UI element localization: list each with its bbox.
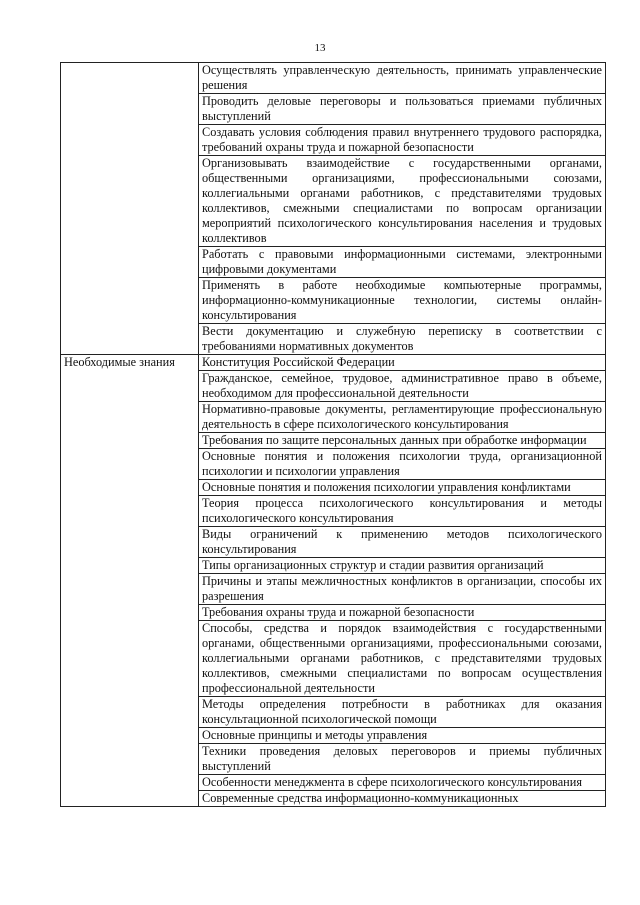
knowledge-item: Гражданское, семейное, трудовое, административное право в объеме, необходимом для профессиональной деятельности [199,371,606,402]
skill-item: Работать с правовыми информационными системами, электронными цифровыми документами [199,247,606,278]
skill-item: Проводить деловые переговоры и пользоваться приемами публичных выступлений [199,94,606,125]
knowledge-item: Техники проведения деловых переговоров и приемы публичных выступлений [199,744,606,775]
knowledge-item: Современные средства информационно-коммуникационных [199,791,606,807]
knowledge-item: Типы организационных структур и стадии развития организаций [199,558,606,574]
knowledge-item: Способы, средства и порядок взаимодействия с государственными органами, общественными организациями, профессиональными союзами, коллегиальными органами работников, с представителями трудовых коллективов, смежными специалистами по вопросам осуществления профессиональной деятельности [199,621,606,697]
skill-item: Организовывать взаимодействие с государственными органами, общественными организациями, профессиональными союзами, коллегиальными органами работников, с представителями трудовых коллективов, смежными специалистами по вопросам организации мероприятий психологического консультирования населения и трудовых коллективов [199,156,606,247]
knowledge-label: Необходимые знания [61,355,199,807]
competency-table-body [61,63,606,807]
knowledge-item: Теория процесса психологического консультирования и методы психологического консультирования [199,496,606,527]
knowledge-row [61,355,606,371]
knowledge-item: Конституция Российской Федерации [199,355,606,371]
knowledge-item: Требования охраны труда и пожарной безопасности [199,605,606,621]
knowledge-item: Основные понятия и положения психологии труда, организационной психологии и психологии управления [199,449,606,480]
knowledge-item: Методы определения потребности в работниках для оказания консультационной психологической помощи [199,697,606,728]
knowledge-item: Причины и этапы межличностных конфликтов в организации, способы их разрешения [199,574,606,605]
knowledge-item: Виды ограничений к применению методов психологического консультирования [199,527,606,558]
knowledge-item: Основные понятия и положения психологии управления конфликтами [199,480,606,496]
skill-item: Осуществлять управленческую деятельность, принимать управленческие решения [199,63,606,94]
skill-item: Применять в работе необходимые компьютерные программы, информационно-коммуникационные технологии, системы онлайн-консультирования [199,278,606,324]
skill-item: Вести документацию и служебную переписку в соответствии с требованиями нормативных документов [199,324,606,355]
knowledge-item: Нормативно-правовые документы, регламентирующие профессиональную деятельность в сфере психологического консультирования [199,402,606,433]
skills-label-cell [61,63,199,355]
skill-item: Создавать условия соблюдения правил внутреннего трудового распорядка, требований охраны труда и пожарной безопасности [199,125,606,156]
knowledge-item: Требования по защите персональных данных при обработке информации [199,433,606,449]
page-number: 13 [314,42,326,54]
knowledge-item: Особенности менеджмента в сфере психологического консультирования [199,775,606,791]
knowledge-item: Основные принципы и методы управления [199,728,606,744]
competency-table [60,62,606,807]
skill-row [61,63,606,94]
